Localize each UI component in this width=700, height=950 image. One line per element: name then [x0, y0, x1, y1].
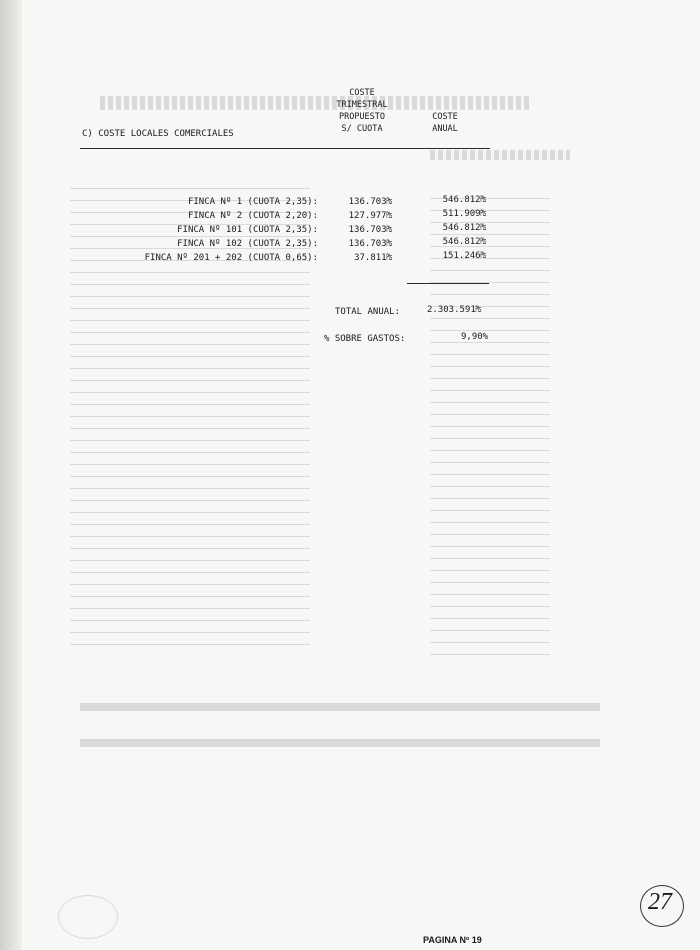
row-annual: 546.812₧ — [442, 195, 486, 205]
row-quarterly: 37.811₧ — [354, 253, 392, 263]
row-label: FINCA Nº 102 (CUOTA 2,35): — [177, 239, 318, 249]
row-quarterly: 136.703₧ — [348, 239, 392, 249]
row-label: FINCA Nº 201 + 202 (CUOTA 0,65): — [144, 253, 318, 263]
col-header-annual-line: ANUAL — [432, 124, 458, 134]
bleed-through-subtitle — [430, 150, 570, 160]
row-quarterly: 127.977₧ — [348, 211, 392, 221]
col-header-quarterly-line: TRIMESTRAL — [336, 100, 388, 110]
bleed-through-column-left — [70, 180, 310, 650]
col-header-annual-line: COSTE — [432, 112, 458, 122]
col-header-annual — [410, 111, 480, 135]
bleed-through-bottom-lines — [80, 675, 600, 755]
row-annual: 511.909₧ — [442, 209, 486, 219]
col-header-quarterly-line: PROPUESTO — [338, 112, 386, 122]
header-rule — [80, 148, 490, 149]
total-label: TOTAL ANUAL: — [335, 307, 401, 317]
pct-label: % SOBRE GASTOS: — [324, 334, 406, 344]
col-header-quarterly — [320, 87, 404, 135]
faint-stamp — [58, 895, 118, 939]
row-annual: 546.812₧ — [442, 223, 486, 233]
section-title: C) COSTE LOCALES COMERCIALES — [82, 129, 234, 139]
page-number: PAGINA Nº 19 — [423, 935, 482, 945]
bleed-through-heading — [100, 96, 530, 110]
scan-edge — [0, 0, 22, 950]
page-stamp-number: 27 — [648, 889, 672, 915]
row-annual: 151.246₧ — [442, 251, 486, 261]
row-label: FINCA Nº 2 (CUOTA 2,20): — [187, 211, 318, 221]
row-label: FINCA Nº 1 (CUOTA 2,35): — [187, 197, 318, 207]
total-value: 2.303.591₧ — [427, 305, 482, 315]
col-header-quarterly-line: S/ CUOTA — [341, 124, 383, 134]
row-annual: 546.812₧ — [442, 237, 486, 247]
row-quarterly: 136.703₧ — [348, 197, 392, 207]
pct-value: 9,90% — [461, 332, 489, 342]
row-quarterly: 136.703₧ — [348, 225, 392, 235]
sum-rule — [407, 283, 489, 284]
row-label: FINCA Nº 101 (CUOTA 2,35): — [177, 225, 318, 235]
col-header-quarterly-line: COSTE — [349, 88, 375, 98]
